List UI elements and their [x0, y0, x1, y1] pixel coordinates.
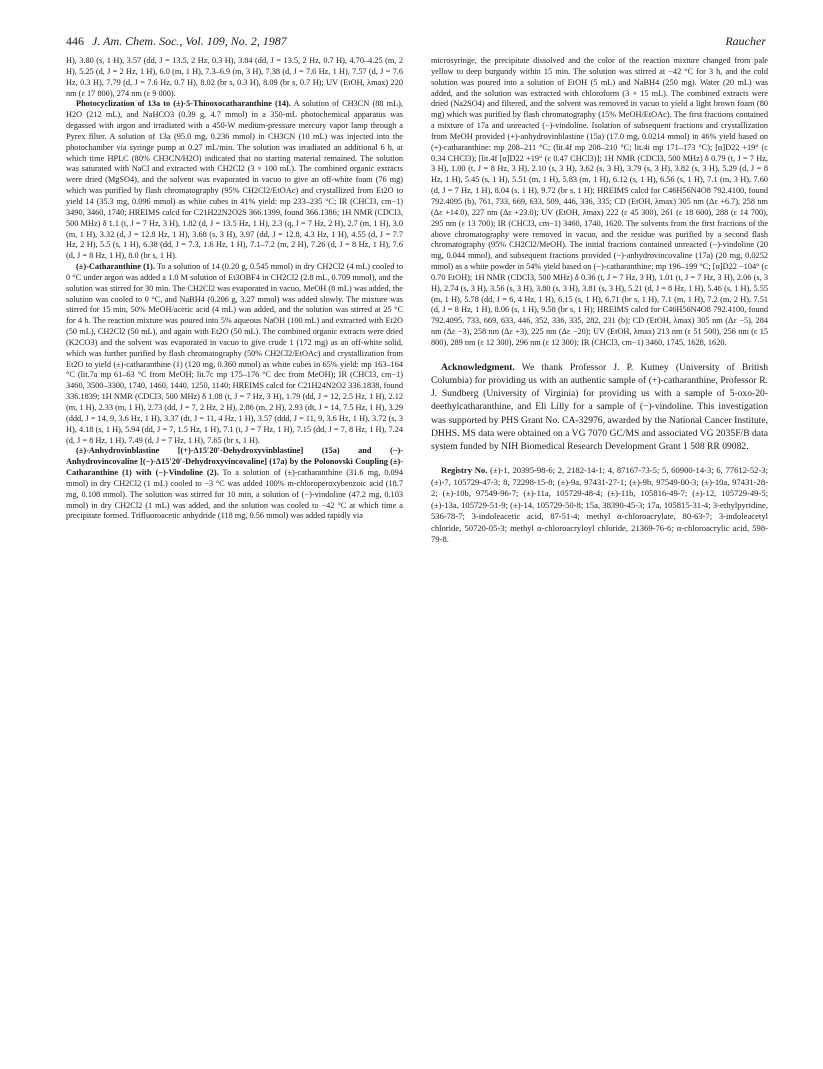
paragraph-heading: Photocyclization of 13a to (±)-5-Thiooxocatharanthine (14). — [76, 99, 291, 109]
paragraph-heading: (±)-Catharanthine (1). — [76, 262, 155, 272]
running-header — [66, 34, 766, 50]
registry-text: (±)-1, 20395-98-6; 2, 2182-14-1; 4, 87167-73-5; 5, 60900-14-3; 6, 77612-52-3; (±)-7, 105729-47-3; 8, 72298-15-8; (±)-9a, 97431-27-1; (±)-9b, 97549-00-3; (±)-10a, 97431-28-2; (±)-10b, 97549-96-7; (±)-11a, 105729-48-4; (±)-11b, 105816-49-7; (±)-12, 105729-49-5; (±)-13a, 105729-51-9; (±)-14, 105729-50-8; 15a, 38390-45-3; 17a, 105815-31-4; 3-ethylpyridine, 536-78-7; 3-indoleacetic acid, 87-51-4; methyl α-chloroacrylate, 80-63-7; 3-indoleacetyl chloride, 50720-05-3; methyl α-chloroacryloyl chloride, 21369-76-6; α-chloroacrylic acid, 598-79-8. — [431, 465, 768, 545]
acknowledgment — [431, 361, 768, 453]
registry-heading: Registry No. — [441, 465, 488, 476]
paragraph — [431, 56, 768, 349]
paragraph-text: To a solution of (±)-catharanthine (31.6 mg, 0.094 mmol) in dry CH2Cl2 (1 mL) cooled to −3 °C was added 100% m-chloroperoxybenzoic acid (18.7 mg, 0.108 mmol). The solution was stirred for 10 min, a solution of (−)-vindoline (47.2 mg, 0.103 mmol) in dry CH2Cl2 (1 mL) was added, and the solution was cooled to −42 °C at which time a precipitate formed. Trifluoroacetic anhydride (118 mg, 0.56 mmol) was added rapidly via — [66, 468, 403, 521]
paragraph — [66, 99, 403, 262]
acknowledgment-text: We thank Professor J. P. Kutney (University of British Columbia) for providing us with an authentic sample of (+)-catharanthine, Professor R. J. Sundberg (University of Virginia) for providing us with a sample of 5-oxo-20-deethylcatharanthine, and Eli Lilly for a sample of (−)-vindoline. This investigation was supported by PHS Grant No. CA-32976, awarded by the National Cancer Institute, DHHS. MS data were obtained on a VG 7070 GC/MS and associated VG 2035F/B data system funded by NIH Biomedical Research Development Grant 1 508 RR 09082. — [431, 361, 768, 452]
paragraph-text: H), 3.80 (s, 1 H), 3.57 (dd, J = 13.5, 2 Hz, 0.3 H), 3.84 (dd, J = 13.5, 2 Hz, 0.7 H), 4.70–4.25 (m, 2 H), 5.25 (d, J = 2 Hz, 1 H), 6.0 (m, 1 H), 7.3–6.9 (m, 3 H), 7.38 (d, J = 7.6 Hz, 1 H), 7.57 (d, J = 7.6 Hz, 0.3 H), 7.79 (d, J = 7.6 Hz, 0.7 H), 8.02 (br s, 0.3 H), 8.09 (br s, 0.7 H); UV (EtOH, λmax) 220 nm (ε 17 800), 274 nm (ε 9 000). — [66, 56, 403, 98]
header-left — [66, 34, 287, 49]
acknowledgment-heading: Acknowledgment. — [441, 361, 515, 373]
registry-numbers — [431, 465, 768, 546]
journal-citation: J. Am. Chem. Soc., Vol. 109, No. 2, 1987 — [92, 34, 287, 48]
paragraph — [66, 56, 403, 99]
left-column — [66, 56, 403, 522]
paragraph-heading: (±)-Anhydrovinblastine [(+)-Δ15′20′-Dehydroxyvinblastine] (15a) and (−)-Anhydrovincovaline [(−)-Δ15′20′-Dehydroxyvincovaline] (17a) by the Polonovski Coupling (±)-Catharanthine (1) with (−)-Vindoline (2). — [66, 446, 403, 478]
author-name: Raucher — [725, 34, 766, 48]
page-number: 446 — [66, 34, 84, 48]
right-column — [431, 56, 768, 546]
paragraph — [66, 262, 403, 446]
paragraph-text: To a solution of 14 (0.20 g, 0.545 mmol) in dry CH2Cl2 (4 mL) cooled to 0 °C under argon was added a 1.0 M solution of Et3OBF4 in CH2Cl2 (2.8 mL, 0.709 mmol), and the solution was stirred for 30 min. The CH2Cl2 was evaporated in vacuo, MeOH (8 mL) was added, the solution was cooled to 0 °C, and NaBH4 (0.206 g, 3.27 mmol) was added slowly. The mixture was stirred for 15 min, 50% MeOH/acetic acid (4 mL) was added, and the solution was stirred at 25 °C for 4 h. The reaction mixture was poured into 5% aqueous NaOH (100 mL) and extracted with Et2O (50 mL), CH2Cl2 (50 mL), and again with Et2O (50 mL). The combined organic extracts were dried (K2CO3) and the solvent was evaporated in vacuo to give crude 1 (172 mg) as an off-white solid, which was further purified by flash chromatography (50% CH2Cl2/EtOAc) and crystallization from Et2O to yield (±)-catharanthine (1) (120 mg, 0.360 mmol) as white cubes in 65% yield: mp 163–164 °C (lit.7a mp 61–63 °C from MeOH; lit.7c mp 175–176 °C dec from MeOH); IR (CHCl3, cm−1) 3460, 3500–3300, 1740, 1460, 1440, 1250, 1140; HREIMS calcd for C21H24N2O2 336.1838, found 336.1839; 1H NMR (CDCl3, 500 MHz) δ 1.08 (t, J = 7 Hz, 3 H), 1.79 (dd, J = 12, 2.5 Hz, 1 H), 2.12 (m, 1 H), 2.33 (m, 1 H), 2.73 (dd, J = 7, 2 Hz, 2 H), 2.86 (m, 2 H), 2.93 (dt, J = 14, 7.5 Hz, 1 H), 3.29 (ddd, J = 14, 9, 3.6 Hz, 1 H), 3.37 (dt, J = 11, 4 Hz, 1 H), 3.57 (ddd, J = 11, 9, 3.6 Hz, 1 H), 3.72 (s, 3 H), 4.18 (s, 1 H), 5.94 (dd, J = 7, 1.5 Hz, 1 H), 7.1 (t, J = 7 Hz, 1 H), 7.15 (dd, J = 7, 8 Hz, 1 H), 7.24 (d, J = 8 Hz, 1 H), 7.49 (d, J = 7 Hz, 1 H), 7.65 (br s, 1 H). — [66, 262, 403, 445]
paragraph — [66, 446, 403, 522]
paragraph-text: microsyringe, the precipitate dissolved and the color of the reaction mixture changed from pale yellow to deep burgundy within 15 min. The solution was stirred at −42 °C for 3 h, and the cold solution was poured into a solution of EtOH (5 mL) and NaBH4 (250 mg). Water (20 mL) was added, and the solution was extracted with chloroform (3 × 15 mL). The combined extracts were dried (Na2SO4) and filtered, and the solvent was removed in vacuo to yield a light brown foam (80 mg) which was purified by flash chromatography (15% MeOH/EtOAc). The first fractions contained a mixture of 17a and unreacted (−)-vindoline. Isolation of subsequent fractions and crystallization from MeOH provided (+)-anhydrovinblastine (15a) (17.0 mg, 0.0214 mmol) in 46% yield based on (+)-catharanthine: mp 208–211 °C; (lit.4f mp 208–210 °C; lit.4i mp 171–173 °C); [α]D22 +19° (c 0.34 CHCl3); [lit.4f [α]D22 +19° (c 0.47 CHCl3)]; 1H NMR (CDCl3, 500 MHz) δ 0.79 (t, J = 7 Hz, 3 H), 1.00 (t, J = 8 Hz, 3 H), 2.10 (s, 3 H), 3.62 (s, 3 H), 3.79 (s, 3 H), 3.82 (s, 3 H), 5.29 (d, J = 8 Hz, 1 H), 5.45 (s, 1 H), 5.51 (m, 1 H), 5.83 (m, 1 H), 6.12 (s, 1 H), 6.56 (s, 1 H), 7.1 (m, 3 H), 7.60 (d, J = 7 Hz, 1 H), 8.04 (s, 1 H), 9.72 (br s, 1 H); HREIMS calcd for C46H56N4O8 792.4100, found 792.4095 (b), 761, 733, 669, 633, 509, 446, 336, 335; CD (EtOH, λmax) 305 nm (Δε +6.7), 258 nm (Δε +14.0), 227 nm (Δε +23.0); UV (EtOH, λmax) 222 (ε 45 300), 261 (ε 18 600), 288 (ε 14 700), 295 nm (ε 13 700); IR (CHCl3, cm−1) 3460, 1740, 1620. The solvents from the first fractions of the above chromatography were removed in vacuo, and the residue was purified by a second flash chromatography (95% CH2Cl2/MeOH). The initial fractions contained unreacted (−)-vindoline (20 mg, 0.044 mmol), and subsequent fractions provided (−)-anhydrovincovaline (17a) (20 mg, 0.0252 mmol) as a white powder in 54% yield based on (−)-catharanthine: mp 196–199 °C; [α]D22 −104° (c 0.70 EtOH); 1H NMR (CDCl3, 500 MHz) δ 0.36 (t, J = 7 Hz, 3 H), 1.01 (t, J = 7 Hz, 3 H), 2.06 (s, 3 H), 2.74 (s, 3 H), 3.56 (s, 3 H), 3.80 (s, 3 H), 3.81 (s, 3 H), 5.21 (d, J = 8 Hz, 1 H), 5.46 (s, 1 H), 5.55 (m, 1 H), 5.78 (dd, J = 6, 4 Hz, 1 H), 6.15 (s, 1 H), 6.71 (br s, 1 H), 7.1 (m, 1 H), 7.2 (m, 2 H), 7.51 (d, J = 8 Hz, 1 H), 8.06 (s, 1 H), 9.58 (br s, 1 H); HREIMS calcd for C46H56N4O8 792.4100, found 792.4095, 733, 669, 633, 446, 352, 336, 335, 282, 231 (b); CD (EtOH, λmax) 305 nm (Δε −5), 284 nm (Δε −3), 258 nm (Δε +3), 225 nm (Δε −20); UV (EtOH, λmax) 213 nm (ε 51 500), 256 nm (ε 15 800), 289 nm (ε 12 300), 296 nm (ε 12 300); IR (CHCl3, cm−1) 3460, 1745, 1628, 1620. — [431, 56, 768, 347]
paragraph-text: A solution of CH3CN (88 mL), H2O (212 mL), and NaHCO3 (0.39 g, 4.7 mmol) in a 350-mL photochemical apparatus was degassed with argon and irradiated with a 450-W medium-pressure mercury vapor lamp through a Pyrex filter. A solution of 13a (95.0 mg, 0.236 mmol) in CH3CN (10 mL) was injected into the photochamber via syringe pump at 0.27 mL/min. The solution was irradiated an additional 6 h, at which time HPLC (80% CH3CN/H2O) indicated that no starting material remained. The solution was saturated with NaCl and extracted with CH2Cl2 (3 × 100 mL). The combined organic extracts were dried (MgSO4), and the solvent was evaporated in vacuo to give an off-white foam (76 mg) which was purified by flash chromatography (95% CH2Cl2/EtOAc) and crystallized from Et2O to yield 14 (35.3 mg, 0.096 mmol) as white cubes in 41% yield: mp 233–235 °C; IR (CHCl3, cm−1) 3490, 3460, 1740; HREIMS calcd for C21H22N2O2S 366.1399, found 366.1386; 1H NMR (CDCl3, 500 MHz) δ 1.1 (t, J = 7 Hz, 3 H), 1.82 (d, J = 13.5 Hz, 1 H), 2.3 (q, J = 7 Hz, 2 H), 2.7 (m, 1 H), 3.0 (m, 1 H), 3.32 (d, J = 12.8 Hz, 1 H), 3.68 (s, 3 H), 3.97 (dd, J = 12.8, 4.3 Hz, 1 H), 4.55 (d, J = 7.7 Hz, 2 H), 5.5 (s, 1 H), 6.38 (dd, J = 7.3, 1.6 Hz, 1 H), 7.1–7.2 (m, 2 H), 7.26 (d, J = 8 Hz, 1 H), 7.6 (d, J = 8 Hz, 1 H), 8.0 (br s, 1 H). — [66, 99, 403, 261]
